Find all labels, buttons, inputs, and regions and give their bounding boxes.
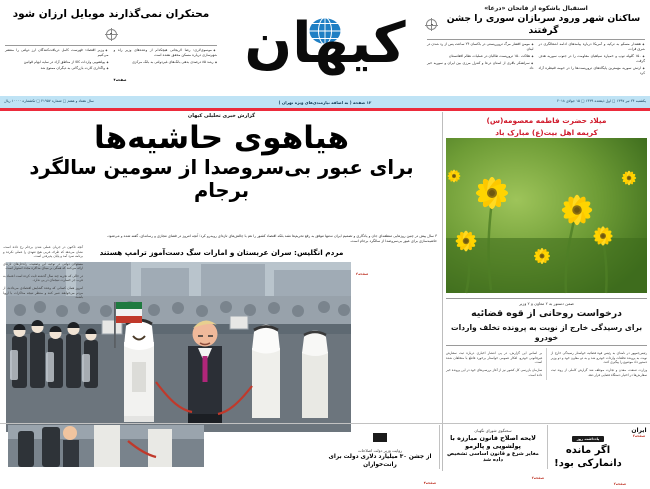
bullet-item: ◆ هلاکت ۱۵۰ تروریست طالبان در عملیات نظام افغانستان — [427, 54, 534, 59]
top-left-story — [0, 0, 222, 85]
sidebar-paragraph: وزارت صنعت، معدن و تجارت موظف شد گزارش کاملی از روند ثبت سفارش‌ها در اختیار دستگاه قضایی قرار دهد. — [550, 368, 647, 377]
bullets-column-right — [427, 42, 534, 78]
divider — [547, 425, 548, 469]
bullet-item: ◆ مومن افشار مرگ ترورریستی در باکسان ۲۴ ساعت پس از رد شدن در لبنان — [427, 42, 534, 53]
date-bar-right-text: یکشنبه ۲۴ تیر ۱۳۹۷ □ اول ذیقعده ۱۴۳۹ □ ۱۵ جولای ۲۰۱۸ — [557, 99, 646, 103]
bullet-item: ◆ ارتش سوریه مهمترین پایگاه‌های تروریست‌ها را در حومه قنیطره آزاد کرد — [539, 66, 646, 77]
council-page-reference: صفحه۳ — [531, 476, 544, 481]
bullets-column-left — [114, 48, 218, 86]
divider — [427, 39, 645, 40]
sidebar-paragraph: بر اساس این گزارش، در پی انتشار اخباری درباره ثبت سفارش غیرقانونی خودرو، افکار عمومی خواستار برخورد قاطع با متخلفان شده است. — [446, 351, 543, 365]
left-column-paragraph: مسئولان دولتی در توجیه این وضعیت، راه‌حل‌های تازه‌ای ارائه می‌کنند که همگی بر مبنای مذاکره مجدد استوار است. — [3, 261, 83, 271]
date-bar-left-text: سال هفتاد و هفتم □ شماره ۲۱۹۵۷ □ تکشماره ۱۰۰۰۰ ریال — [4, 99, 94, 103]
guardian-council-story — [442, 426, 544, 483]
sidebar-paragraph: سازمان بازرسی کل کشور نیز از آغاز بررسی‌های خود در این پرونده خبر داده است. — [446, 368, 543, 377]
bullet-item: ◆ سرلشکر باقری از استان درعا و کنترل مرزی بین ایران و سوریه خبر داد — [427, 61, 534, 72]
protest-photo-caption: مردم انگلیس: سران عربستان و امارات سگ دست‌آموز ترامپ هستند — [99, 248, 344, 257]
sidebar-column — [442, 112, 650, 471]
council-subtitle: مغایر شرع و قانون اساسی تشخیص داده شد — [447, 450, 539, 464]
bullet-item: ◆ موسوی‌لاری: رضا لاریجانی هیچکدام از وعده‌های وزیر راه و شهرسازی درباره مسکن محقق نشده است — [114, 48, 218, 59]
note-title: اگر مانده دانمارکی بود! — [554, 445, 622, 469]
page-reference: صفحه۴ — [113, 78, 127, 83]
divider — [446, 345, 647, 346]
top-right-kicker: استقبال باشکوه از فاتحان «درعا» — [484, 5, 588, 12]
date-bar — [0, 96, 650, 108]
bullet-item: ◆ پولشویی واردات کالا از مناطق آزاد در سایه ابهام قوانین — [5, 60, 109, 65]
divider — [0, 423, 650, 424]
bullet-item: ◆ ۱۵۰ گلوله توپ و خمپاره سپاهیان مقاومت را در جنوب سوریه هدف گرفت — [539, 54, 646, 65]
celebration-line-1: میلاد حضرت فاطمه معصومه(س) — [486, 116, 607, 125]
note-page-reference: صفحه۲ — [613, 482, 626, 486]
sidebar-box-subtitle: برای رسیدگی خارج از نوبت به پرونده تخلف واردات خودرو — [450, 322, 643, 342]
left-column-paragraph: امروز همان کسانی که وعده گشایش اقتصادی می‌دادند، از مردم می‌خواهند صبر کنند و منتظر نتیجه مذاکرات با اروپا باشند. — [3, 286, 83, 300]
council-title: لایحه اصلاح قانون مبارزه با پولشویی و پالرمو — [450, 434, 536, 451]
photo-page-reference: صفحه۳ — [356, 272, 369, 276]
note-badge: یادداشت روز — [572, 436, 605, 442]
bottom-strip — [0, 423, 650, 486]
left-column-paragraph: آنچه تاکنون در جریان عملی شدن برجام رخ داده است، نشان می‌دهد که طرف غربی هیچ تعهدی را عملی نکرده و برنامه سرد آمد و پایان پذیرفتن است. — [3, 245, 83, 259]
divider — [446, 298, 647, 299]
bullet-item: ◆ هشدار مسکو به ترکیه و آمریکا درباره پیامدهای ادامه اشغالگری در شرق فرات — [539, 42, 646, 53]
divider — [5, 45, 217, 46]
crosshair-icon — [106, 29, 117, 40]
bottom-photo — [8, 425, 204, 467]
top-strip — [0, 0, 650, 96]
sidebar-paragraph: رئیس‌جمهور در نامه‌ای به رئیس قوه قضائیه خواستار رسیدگی خارج از نوبت به پرونده تخلفات واردات خودرو شد و به دو معاون خود و دو وزیر دستور داد موضوع را پیگیری کنند. — [550, 351, 647, 365]
bullet-item: ◆ وزیر اقتصاد: فهرست کامل دریافت‌کنندگان ارز دولتی را منتشر می‌کنیم — [5, 48, 109, 59]
top-right-headline: ساکنان شهر ورود سربازان سوری را جشن گرفتند — [446, 13, 641, 36]
main-subheadline: برای عبور بی‌سروصدا از سومین سالگرد برجام — [29, 156, 414, 202]
top-right-bullets — [422, 42, 650, 78]
main-lead-paragraph: ۳ سال پیش در چنین روزهایی منطقه‌ای جان و یادگاری و تصمیم ایران نه‌تنها موفق به رفع تحریم‌ها نشد بلکه اقتصاد کشور را هم با چالش‌های تازه‌ای روبه‌رو کرد؛ آنچه امروز در فضای مجازی و رسانه‌ای، گفته شده و می‌شود، حاشیه‌سازی برای عبور بی‌سروصدا از سالگرد برجام است. — [107, 233, 437, 243]
bullet-item: ◆ رشد ۸۵ درصدی بدهی بانک‌های غیردولتی به بانک مرکزی — [114, 60, 218, 65]
bullet-item: ◆ واگذاری کارت بازرگانی به دیگران ممنوع شد — [5, 66, 109, 71]
main-column — [0, 112, 443, 471]
report-kicker: روایت وزیر دولت اصلاحات — [357, 448, 403, 453]
reform-report-story — [324, 427, 436, 488]
page-body — [0, 112, 650, 471]
left-column-paragraph: در حالی که تجربه چند سال گذشته ثابت کرده است اعتماد به غرب جز خسارت نتیجه‌ای در پی ندارد. — [3, 273, 83, 283]
divider — [439, 425, 440, 469]
report-line: گزارش خبری تحلیلی کیهان — [187, 113, 256, 119]
date-bar-center-text: ۱۲ صفحه ( به اضافه نیازمندی‌های ویژه تهران ) — [278, 99, 372, 105]
top-left-headline: محتکران نمی‌گذارند موبایل ارزان شود — [12, 8, 210, 20]
sidebar-box-title: درخواست روحانی از قوه قضائیه — [471, 308, 622, 319]
bullets-column-left — [539, 42, 646, 78]
yellow-flowers-photo — [446, 138, 647, 293]
crosshair-icon — [426, 19, 437, 30]
sidebar-box-kicker: ضمن دستور به ۲ معاون و ۲ وزیر — [519, 301, 574, 306]
council-kicker: سخنگوی شورای نگهبان — [474, 428, 512, 433]
note-of-the-day — [550, 425, 626, 489]
report-title: از جشن ۳۰ میلیارد دلاری دولت برای رانت‌خواران — [328, 454, 432, 468]
bullets-column-right — [5, 48, 109, 86]
top-left-bullets — [0, 48, 222, 86]
edge-block — [628, 427, 650, 438]
edge-label: ایران — [631, 427, 647, 434]
report-page-reference: صفحه۴ — [423, 481, 436, 486]
thumbnail-icon — [373, 433, 387, 442]
masthead — [228, 2, 422, 94]
red-divider-bar — [0, 108, 650, 111]
main-headline: هیاهوی حاشیه‌ها — [94, 120, 349, 156]
edge-page-reference: صفحه۲ — [632, 434, 646, 438]
celebration-line-2: کریمه اهل بیت(ع) مبارک باد — [495, 127, 598, 137]
top-right-story — [422, 0, 650, 78]
masthead-title: کیهان — [244, 11, 406, 76]
